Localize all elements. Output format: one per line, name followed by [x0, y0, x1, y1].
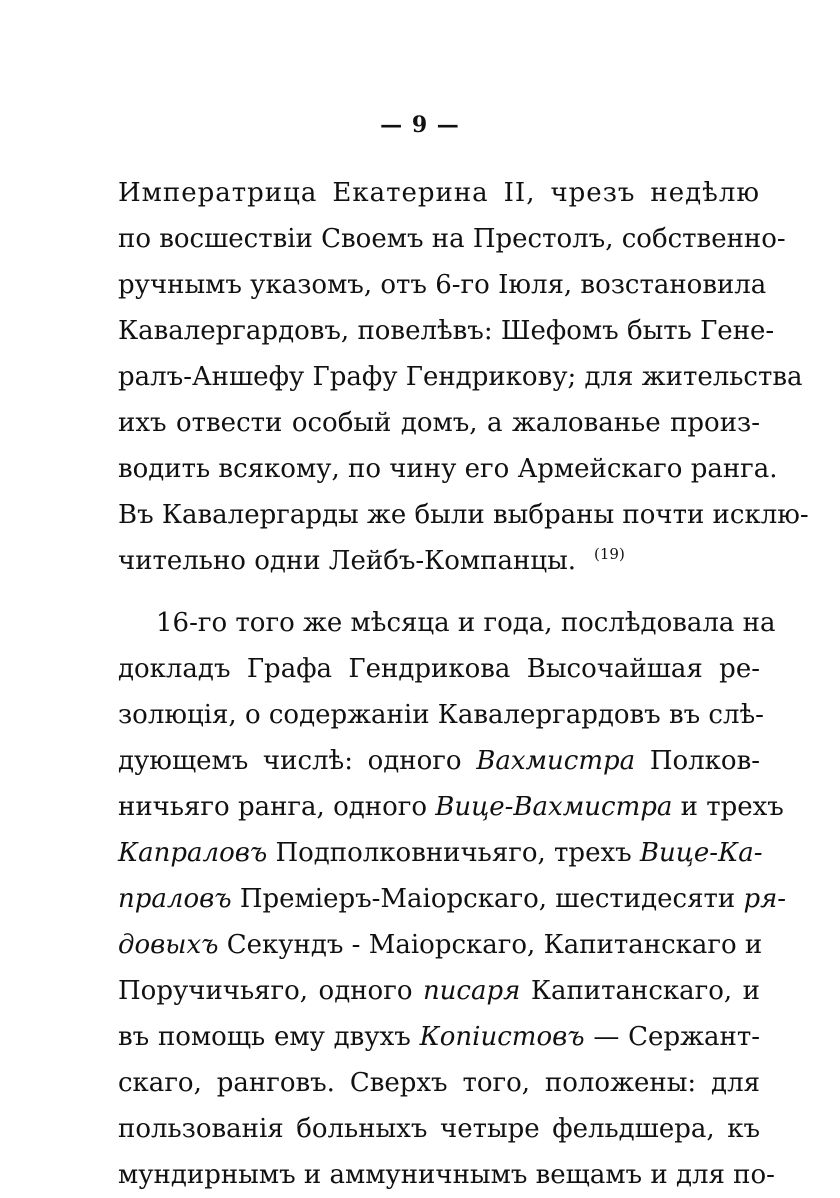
line-text: чительно одни Лейбъ-Компанцы.	[118, 546, 577, 576]
text-line: ихъ отвести особый домъ, а жалованье произ-	[118, 408, 760, 438]
text-line: Императрица Екатерина II, чрезъ недѣлю	[118, 178, 760, 208]
text-line: Въ Кавалергарды же были выбраны почти исклю-	[118, 500, 809, 530]
text-line	[118, 830, 763, 876]
italic-term: писаря	[422, 976, 521, 1006]
text-run: — Сержант-	[584, 1022, 761, 1052]
italic-term: Копіистовъ	[419, 1022, 585, 1052]
text-line: докладъ Графа Гендрикова Высочайшая ре-	[118, 654, 760, 684]
text-line	[118, 876, 787, 922]
text-line: Кавалергардовъ, повелѣвъ: Шефомъ быть Гене-	[118, 316, 775, 346]
paragraph-1	[118, 170, 809, 584]
text-line: скаго, ранговъ. Сверхъ того, положены: для	[118, 1068, 760, 1098]
text-line	[118, 968, 760, 1014]
italic-term: праловъ	[118, 884, 232, 914]
text-run: въ помощь ему двухъ	[118, 1022, 420, 1052]
text-run: Подполковничьяго, трехъ	[267, 838, 640, 868]
italic-term: Вахмистра	[476, 746, 636, 776]
text-line	[118, 538, 760, 584]
text-line: мундирнымъ и аммуничнымъ вещамъ и для по-	[118, 1160, 775, 1190]
text-run: Поручичьяго, одного	[118, 976, 423, 1006]
page-number: — 9 —	[380, 112, 460, 138]
text-line: ралъ-Аншефу Графу Гендрикову; для жительства	[118, 362, 803, 392]
text-run: дующемъ числѣ: одного	[118, 746, 477, 776]
italic-term: ря-	[743, 884, 787, 914]
text-line	[118, 1014, 760, 1060]
text-run: Преміеръ-Маіорскаго, шестидесяти	[231, 884, 744, 914]
text-run: и трехъ	[672, 792, 784, 822]
paragraph-2	[118, 600, 787, 1198]
text-run: ничьяго ранга, одного	[118, 792, 436, 822]
body-text	[118, 170, 809, 1198]
text-line: золюція, о содержаніи Кавалергардовъ въ слѣ-	[118, 700, 764, 730]
text-line	[118, 784, 784, 830]
italic-term: Вице-Вахмистра	[435, 792, 673, 822]
text-line: ручнымъ указомъ, отъ 6-го Іюля, возстановила	[118, 270, 767, 300]
italic-term: Вице-Ка-	[639, 838, 763, 868]
paragraph-gap	[118, 584, 760, 600]
text-run: Полков-	[635, 746, 761, 776]
text-run: Секундъ - Маіорскаго, Капитанскаго и	[218, 930, 763, 960]
text-run: Капитанскаго, и	[520, 976, 760, 1006]
text-line: 16-го того же мѣсяца и года, послѣдовала на	[156, 608, 776, 638]
text-line: по восшествіи Своемъ на Престолъ, собственно-	[118, 224, 786, 254]
footnote-reference: (19)	[594, 545, 625, 564]
text-line: водить всякому, по чину его Армейскаго ранга.	[118, 454, 778, 484]
text-line	[118, 922, 763, 968]
text-line	[118, 738, 760, 784]
italic-term: Капраловъ	[118, 838, 268, 868]
text-line: пользованія больныхъ четыре фельдшера, къ	[118, 1114, 760, 1144]
italic-term: довыхъ	[118, 930, 219, 960]
